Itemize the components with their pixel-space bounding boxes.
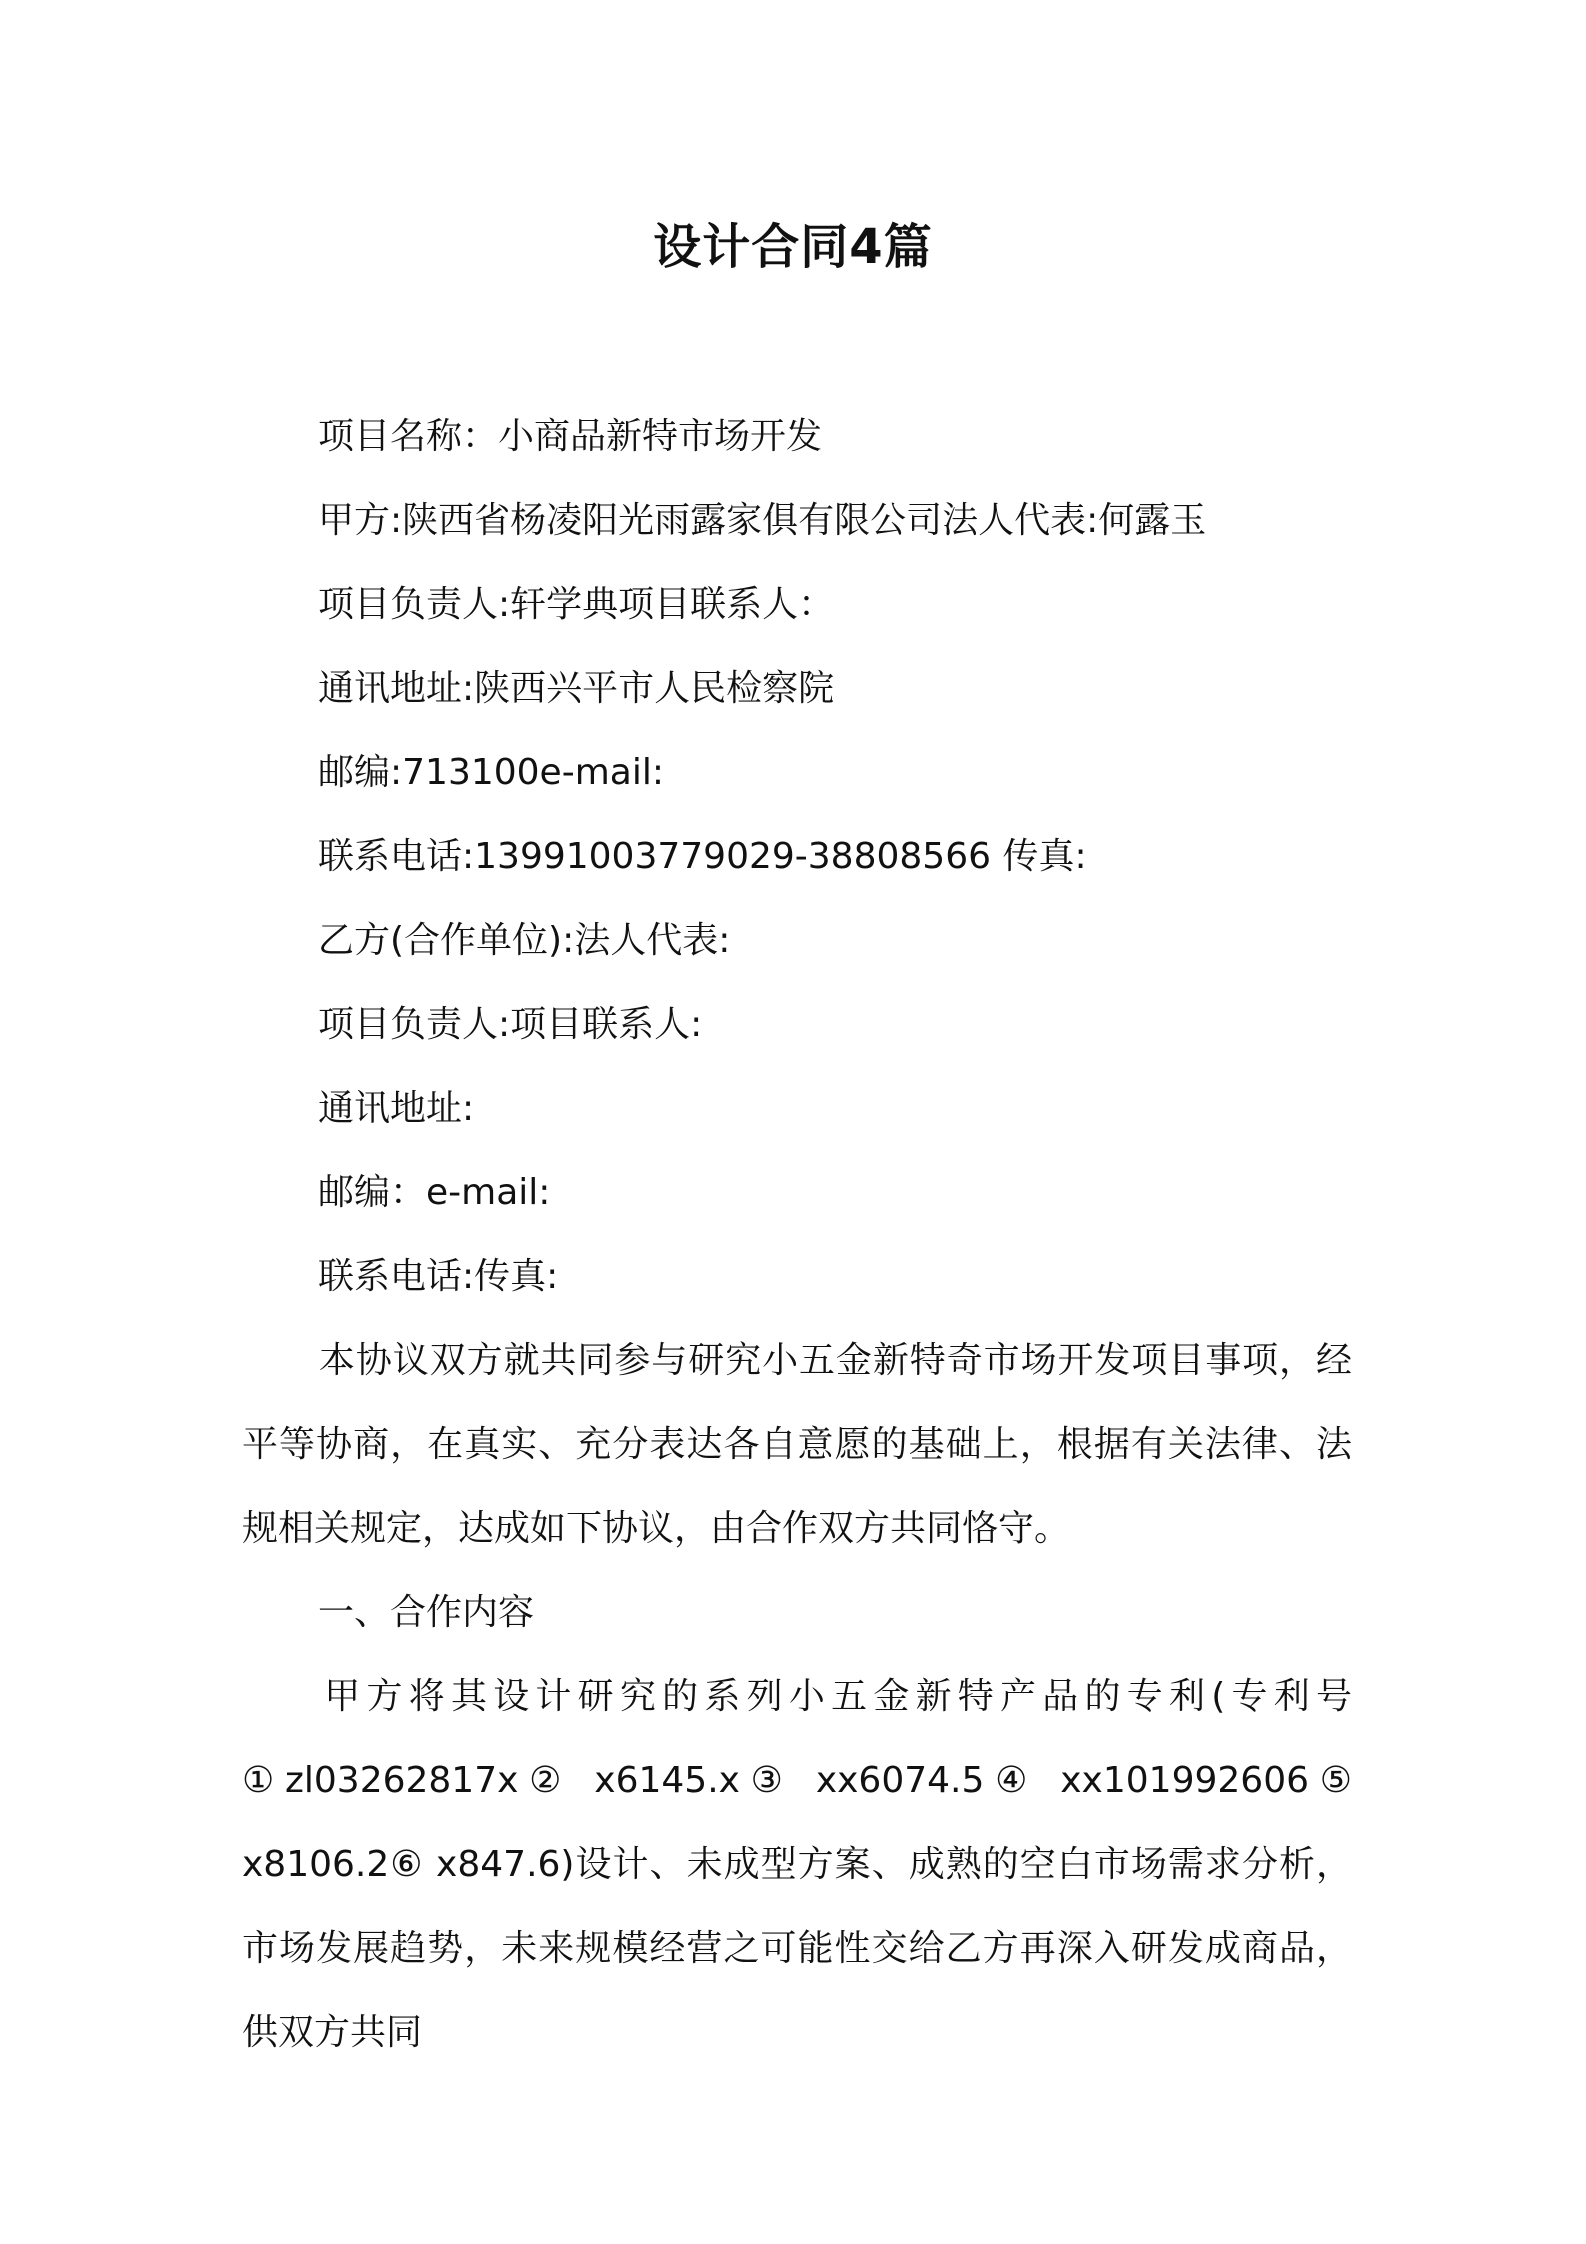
party-b-line: 乙方(合作单位):法人代表: xyxy=(318,920,731,961)
party-b-project-lead-line: 项目负责人:项目联系人: xyxy=(318,1004,703,1045)
cooperation-paragraph-text: 甲方将其设计研究的系列小五金新特产品的专利(专利号①zl03262817x② x6145.x③ xx6074.5④ xx101992606⑤ x8106.2⑥ x847.6)设计、未成型方案、成熟的空白市场需求分析，市场发展趋势，未来规模经营之可能性交给乙方再深入研发成商品，供双方共同 xyxy=(242,1676,1352,2053)
section-heading-cooperation: 一、合作内容 xyxy=(318,1592,535,1633)
cooperation-paragraph xyxy=(242,1655,1352,2075)
party-a-postcode-email-line: 邮编:713100e-mail: xyxy=(318,752,664,793)
party-b-postcode-email-line: 邮编：e-mail: xyxy=(318,1172,551,1213)
party-b-address-line: 通讯地址: xyxy=(318,1088,475,1129)
document-title: 设计合同4篇 xyxy=(653,219,933,275)
agreement-paragraph xyxy=(242,1319,1352,1571)
project-name-line: 项目名称：小商品新特市场开发 xyxy=(318,416,823,457)
party-a-phone-fax-line: 联系电话:13991003779029-38808566 传真: xyxy=(318,836,1087,877)
party-b-phone-fax-line: 联系电话:传真: xyxy=(318,1256,559,1297)
party-a-address-line: 通讯地址:陕西兴平市人民检察院 xyxy=(318,668,835,709)
party-a-line: 甲方:陕西省杨凌阳光雨露家俱有限公司法人代表:何露玉 xyxy=(318,500,1207,541)
party-a-project-lead-line: 项目负责人:轩学典项目联系人： xyxy=(318,584,835,625)
agreement-paragraph-text: 本协议双方就共同参与研究小五金新特奇市场开发项目事项，经平等协商，在真实、充分表达各自意愿的基础上，根据有关法律、法规相关规定，达成如下协议，由合作双方共同恪守。 xyxy=(242,1340,1352,1549)
